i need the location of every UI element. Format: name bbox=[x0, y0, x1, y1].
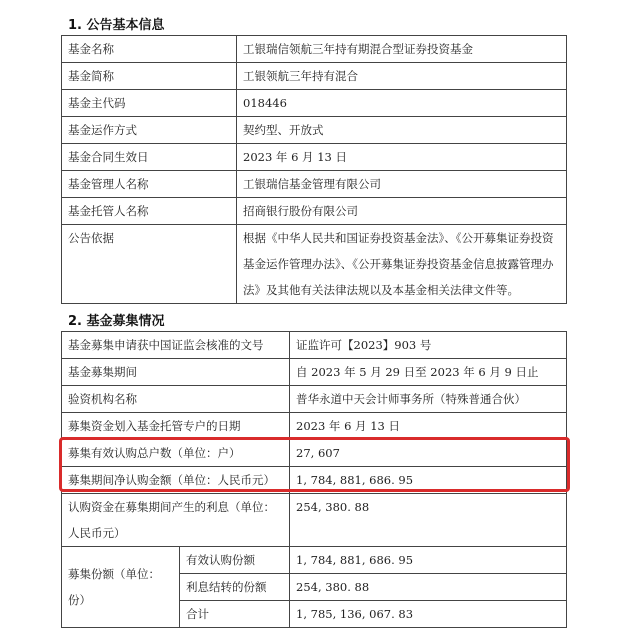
row-value: 2023 年 6 月 13 日 bbox=[290, 413, 567, 440]
table-row bbox=[62, 413, 567, 440]
row-label: 募集有效认购总户数（单位：户） bbox=[62, 440, 290, 467]
table-row bbox=[62, 36, 567, 63]
row-value: 招商银行股份有限公司 bbox=[237, 198, 567, 225]
row-value: 工银领航三年持有混合 bbox=[237, 63, 567, 90]
row-value: 证监许可【2023】903 号 bbox=[290, 332, 567, 359]
basic-info-table bbox=[61, 35, 567, 304]
table-row bbox=[62, 144, 567, 171]
row-label: 基金运作方式 bbox=[62, 117, 237, 144]
row-label: 基金主代码 bbox=[62, 90, 237, 117]
table-row bbox=[62, 494, 567, 547]
row-value: 工银瑞信领航三年持有期混合型证券投资基金 bbox=[237, 36, 567, 63]
row-value: 根据《中华人民共和国证券投资基金法》、《公开募集证券投资基金运作管理办法》、《公开募集证券投资基金信息披露管理办法》及其他有关法律法规以及本基金相关法律文件等。 bbox=[237, 225, 567, 304]
row-label: 认购资金在募集期间产生的利息（单位：人民币元） bbox=[62, 494, 290, 547]
row-value: 普华永道中天会计师事务所（特殊普通合伙） bbox=[290, 386, 567, 413]
row-label: 募集资金划入基金托管专户的日期 bbox=[62, 413, 290, 440]
section1-title: 1. 公告基本信息 bbox=[68, 18, 165, 33]
row-label: 公告依据 bbox=[62, 225, 237, 304]
row-label: 基金托管人名称 bbox=[62, 198, 237, 225]
row-value: 1, 784, 881, 686. 95 bbox=[290, 467, 567, 494]
row-value: 018446 bbox=[237, 90, 567, 117]
row-label: 基金合同生效日 bbox=[62, 144, 237, 171]
table-row bbox=[62, 332, 567, 359]
table-row bbox=[62, 90, 567, 117]
table-row bbox=[62, 198, 567, 225]
table-row bbox=[62, 359, 567, 386]
row-value: 27, 607 bbox=[290, 440, 567, 467]
section2-title: 2. 基金募集情况 bbox=[68, 314, 165, 329]
row-label: 基金简称 bbox=[62, 63, 237, 90]
row-label: 基金募集申请获中国证监会核准的文号 bbox=[62, 332, 290, 359]
share-item-value: 254, 380. 88 bbox=[290, 574, 567, 601]
row-label: 验资机构名称 bbox=[62, 386, 290, 413]
share-item-value: 1, 784, 881, 686. 95 bbox=[290, 547, 567, 574]
row-label: 基金管理人名称 bbox=[62, 171, 237, 198]
highlight-box bbox=[59, 437, 570, 492]
table-row bbox=[62, 386, 567, 413]
table-row bbox=[62, 63, 567, 90]
row-value: 工银瑞信基金管理有限公司 bbox=[237, 171, 567, 198]
share-label: 募集份额（单位：份） bbox=[62, 547, 180, 628]
row-value: 契约型、开放式 bbox=[237, 117, 567, 144]
share-item-label: 有效认购份额 bbox=[180, 547, 290, 574]
row-label: 基金募集期间 bbox=[62, 359, 290, 386]
table-row bbox=[62, 171, 567, 198]
share-item-label: 合计 bbox=[180, 601, 290, 628]
row-value: 2023 年 6 月 13 日 bbox=[237, 144, 567, 171]
row-value: 254, 380. 88 bbox=[290, 494, 567, 547]
table-row bbox=[62, 117, 567, 144]
table-row bbox=[62, 225, 567, 304]
table-row bbox=[62, 547, 567, 574]
row-label: 基金名称 bbox=[62, 36, 237, 63]
share-item-value: 1, 785, 136, 067. 83 bbox=[290, 601, 567, 628]
share-item-label: 利息结转的份额 bbox=[180, 574, 290, 601]
row-label: 募集期间净认购金额（单位：人民币元） bbox=[62, 467, 290, 494]
row-value: 自 2023 年 5 月 29 日至 2023 年 6 月 9 日止 bbox=[290, 359, 567, 386]
